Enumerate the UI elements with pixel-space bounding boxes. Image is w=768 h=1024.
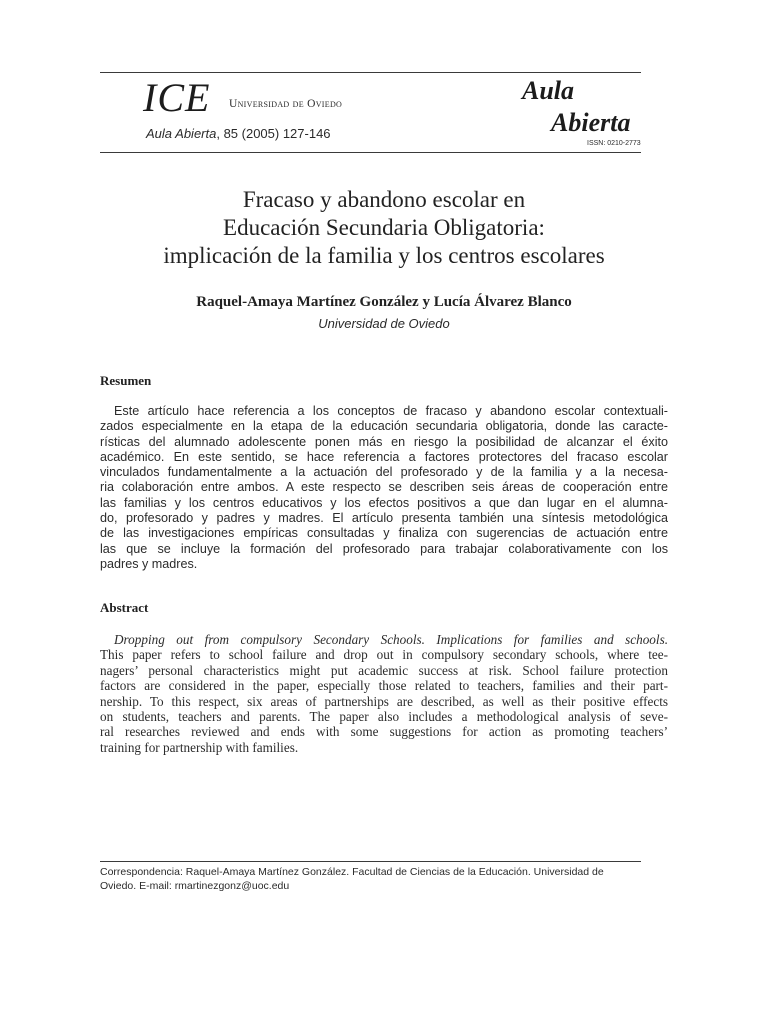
resumen-line: padres y madres. — [100, 556, 198, 571]
resumen-line: ria colaboración entre ambos. A este respecto se describen seis áreas de cooperación entre — [100, 480, 668, 495]
abstract-line: nership. To this respect, six areas of partnerships are described, as well as their positive effects — [100, 693, 668, 709]
footnote-line: Correspondencia: Raquel-Amaya Martínez González. Facultad de Ciencias de la Educación. Universidad de — [100, 866, 604, 878]
resumen-line: Este artículo hace referencia a los conceptos de fracaso y abandono escolar contextuali- — [114, 404, 668, 418]
article-title — [100, 186, 668, 270]
journal-logo-word2: Abierta — [551, 108, 631, 137]
abstract-heading: Abstract — [100, 600, 149, 615]
abstract-line: This paper refers to school failure and drop out in compulsory secondary schools, where tee- — [100, 647, 668, 663]
header-top-rule — [100, 72, 641, 73]
header-bottom-rule — [100, 152, 641, 153]
abstract-line: ral researches reviewed and ends with some suggestions for action as promoting teachers’ — [100, 724, 668, 740]
title-line: Fracaso y abandono escolar en — [242, 187, 526, 212]
resumen-heading: Resumen — [100, 373, 152, 388]
title-line: implicación de la familia y los centros escolares — [163, 243, 605, 268]
resumen-line: de las investigaciones empíricas consultadas y finaliza con sugerencias de actuación entre — [100, 526, 668, 541]
abstract-line: factors are considered in the paper, especially those related to teachers, families and their part- — [100, 678, 668, 694]
abstract-line: training for partnership with families. — [100, 739, 299, 755]
abstract-line: nagers’ personal characteristics might put academic success at risk. School failure protection — [100, 662, 668, 678]
resumen-line: las familias y los centros educativos y los efectos positivos a que dan lugar en el alumna- — [100, 495, 668, 510]
resumen-line: académico. En este sentido, se hace referencia a factores protectores del fracaso escolar — [100, 449, 668, 464]
journal-logo-word1: Aula — [522, 76, 575, 105]
university-name: Universidad de Oviedo — [229, 98, 343, 110]
abstract-body — [100, 632, 668, 755]
citation-volume-pages: , 85 (2005) 127-146 — [216, 126, 331, 141]
resumen-body — [100, 404, 668, 572]
citation-journal: Aula Abierta — [146, 126, 217, 141]
abstract-line: on students, teachers and parents. The paper also includes a methodological analysis of seve- — [100, 709, 668, 725]
resumen-line: do, profesorado y padres y madres. El artículo presenta también una síntesis metodológica — [100, 511, 668, 526]
ice-logo: ICE — [143, 75, 211, 120]
issn: ISSN: 0210-2773 — [587, 140, 641, 147]
resumen-line: zados especialmente en la etapa de la educación secundaria obligatoria, donde las caracte- — [100, 419, 668, 434]
footnote-line: Oviedo. E-mail: rmartinezgonz@uoc.edu — [100, 880, 290, 892]
citation — [146, 126, 331, 141]
resumen-line: las que se incluye la formación del profesorado para trabajar colaborativamente con los — [100, 541, 668, 556]
affiliation: Universidad de Oviedo — [318, 316, 450, 331]
resumen-line: vinculados fundamentalmente a la actuación del profesorado y de la familia y a la necesa- — [100, 465, 668, 480]
authors: Raquel-Amaya Martínez González y Lucía Álvarez Blanco — [196, 294, 572, 310]
abstract-english-title: Dropping out from compulsory Secondary Schools. Implications for families and schools. — [114, 632, 668, 647]
title-line: Educación Secundaria Obligatoria: — [223, 215, 545, 240]
resumen-line: rísticas del alumnado adolescente ponen más en riesgo la posibilidad de alcanzar el éxito — [100, 434, 668, 449]
correspondence-footnote — [100, 865, 670, 893]
footnote-rule — [100, 861, 641, 862]
